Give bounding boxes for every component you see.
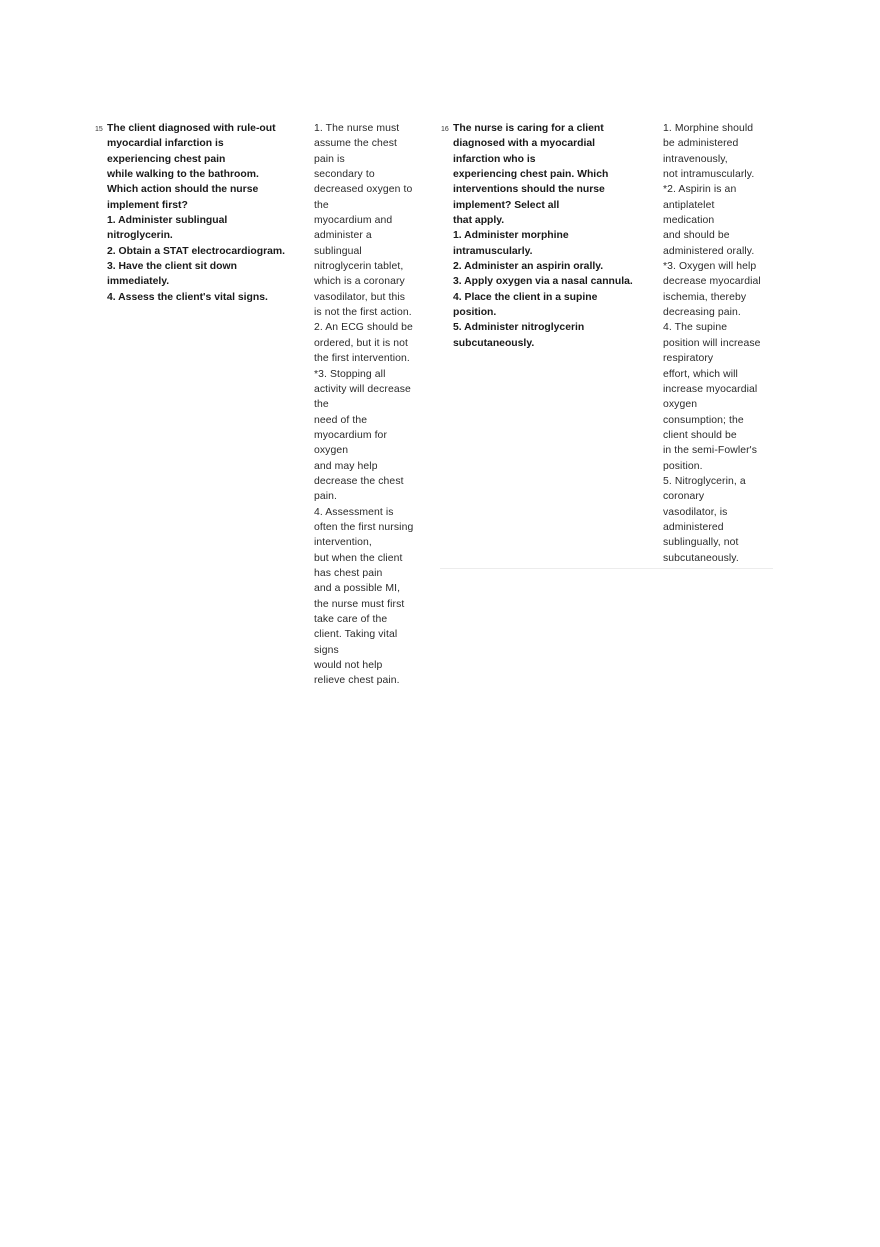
text-line: 3. Have the client sit down <box>107 261 237 273</box>
text-line: consumption; the <box>663 414 744 426</box>
text-line: medication <box>663 215 715 227</box>
text-line: 1. The nurse must <box>314 123 400 134</box>
text-line: intervention, <box>314 537 372 549</box>
text-line: intravenously, <box>663 153 728 165</box>
text-line: decreasing pain. <box>663 307 741 319</box>
text-line: the first intervention. <box>314 353 410 365</box>
text-line: position will increase <box>663 337 761 349</box>
question-number: 15 <box>95 126 103 133</box>
text-line: intramuscularly. <box>453 245 533 257</box>
divider <box>440 568 773 569</box>
text-line: experiencing chest pain <box>107 153 226 165</box>
question-text <box>453 121 658 351</box>
text-line: Which action should the nurse <box>107 184 259 196</box>
text-line: while walking to the bathroom. <box>107 169 259 181</box>
text-line: pain. <box>314 491 338 503</box>
text-line: would not help <box>314 660 383 672</box>
text-line: antiplatelet <box>663 199 715 211</box>
text-line: the <box>314 199 329 211</box>
question-number: 16 <box>441 126 449 133</box>
text-line: 4. The supine <box>663 322 728 334</box>
text-line: is not the first action. <box>314 307 412 319</box>
text-line: relieve chest pain. <box>314 675 400 687</box>
text-line: *3. Stopping all <box>314 368 386 380</box>
text-line: activity will decrease <box>314 383 411 395</box>
text-line: immediately. <box>107 276 170 288</box>
text-line: 3. Apply oxygen via a nasal cannula. <box>453 276 633 288</box>
text-line: vasodilator, is <box>663 506 728 518</box>
text-line: nitroglycerin. <box>107 230 173 242</box>
text-line: subcutaneously. <box>453 337 535 349</box>
question-text <box>107 121 307 305</box>
text-line: implement? Select all <box>453 199 560 211</box>
text-line: client. Taking vital <box>314 629 398 641</box>
text-line: decreased oxygen to <box>314 184 413 196</box>
text-line: 1. Administer morphine <box>453 230 569 242</box>
text-line: infarction who is <box>453 153 536 165</box>
text-line: 4. Assessment is <box>314 506 394 518</box>
text-line: *3. Oxygen will help <box>663 261 757 273</box>
text-line: signs <box>314 644 339 656</box>
text-line: the nurse must first <box>314 598 405 610</box>
text-line: 2. Administer an aspirin orally. <box>453 261 604 273</box>
text-line: administer a <box>314 230 372 242</box>
text-line: myocardium for <box>314 429 387 441</box>
text-line: often the first nursing <box>314 521 414 533</box>
text-line: that apply. <box>453 215 505 227</box>
text-line: subcutaneously. <box>663 552 739 564</box>
text-line: need of the <box>314 414 368 426</box>
text-line: administered <box>663 521 724 533</box>
text-line: interventions should the nurse <box>453 184 605 196</box>
text-line: position. <box>663 460 703 472</box>
text-line: has chest pain <box>314 567 383 579</box>
text-line: and should be <box>663 230 730 242</box>
text-line: sublingually, not <box>663 537 739 549</box>
text-line: decrease the chest <box>314 475 404 487</box>
text-line: experiencing chest pain. Which <box>453 169 609 181</box>
text-line: 4. Assess the client's vital signs. <box>107 291 268 303</box>
text-line: pain is <box>314 153 345 165</box>
text-line: vasodilator, but this <box>314 291 406 303</box>
text-line: position. <box>453 307 497 319</box>
text-line: The client diagnosed with rule-out <box>107 123 276 134</box>
text-line: ordered, but it is not <box>314 337 409 349</box>
text-line: 4. Place the client in a supine <box>453 291 598 303</box>
text-line: secondary to <box>314 169 375 181</box>
text-line: and may help <box>314 460 378 472</box>
text-line: ischemia, thereby <box>663 291 747 303</box>
text-line: oxygen <box>314 445 349 457</box>
text-line: which is a coronary <box>314 276 405 288</box>
text-line: myocardial infarction is <box>107 138 224 150</box>
text-line: and a possible MI, <box>314 583 401 595</box>
text-line: myocardium and <box>314 215 393 227</box>
answer-rationale <box>314 121 432 689</box>
text-line: decrease myocardial <box>663 276 761 288</box>
text-line: diagnosed with a myocardial <box>453 138 596 150</box>
text-line: client should be <box>663 429 737 441</box>
text-line: take care of the <box>314 614 388 625</box>
text-line: effort, which will <box>663 368 738 380</box>
text-line: but when the client <box>314 552 403 564</box>
text-line: oxygen <box>663 399 698 411</box>
text-line: not intramuscularly. <box>663 169 755 181</box>
text-line: 2. An ECG should be <box>314 322 413 334</box>
text-line: *2. Aspirin is an <box>663 184 737 196</box>
text-line: 1. Morphine should <box>663 123 754 134</box>
text-line: 2. Obtain a STAT electrocardiogram. <box>107 245 286 257</box>
text-line: 5. Nitroglycerin, a <box>663 475 746 487</box>
text-line: nitroglycerin tablet, <box>314 261 404 273</box>
text-line: 1. Administer sublingual <box>107 215 228 227</box>
text-line: sublingual <box>314 245 362 257</box>
text-line: coronary <box>663 491 705 503</box>
text-line: in the semi-Fowler's <box>663 445 758 457</box>
text-line: implement first? <box>107 199 188 211</box>
text-line: increase myocardial <box>663 383 758 395</box>
text-line: be administered <box>663 138 739 150</box>
text-line: the <box>314 399 329 411</box>
text-line: The nurse is caring for a client <box>453 123 604 134</box>
text-line: respiratory <box>663 353 714 365</box>
answer-rationale <box>663 121 778 566</box>
text-line: 5. Administer nitroglycerin <box>453 322 585 334</box>
text-line: assume the chest <box>314 138 398 150</box>
text-line: administered orally. <box>663 245 755 257</box>
